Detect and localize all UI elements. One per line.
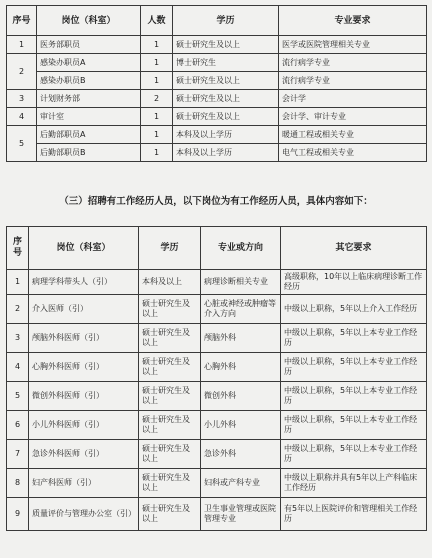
cell-count: 1 <box>141 126 173 144</box>
cell-post: 微创外科医师（引） <box>29 382 139 411</box>
cell-post: 感染办职员B <box>37 72 141 90</box>
cell-education: 硕士研究生及以上 <box>173 72 279 90</box>
table-row <box>7 36 427 54</box>
cell-other: 中级以上职称，5年以上本专业工作经历 <box>281 324 427 353</box>
cell-count: 2 <box>141 90 173 108</box>
cell-no: 5 <box>7 382 29 411</box>
table-row <box>7 353 427 382</box>
cell-post: 医务部职员 <box>37 36 141 54</box>
table-row <box>7 498 427 531</box>
table-row <box>7 72 427 90</box>
cell-education: 硕士研究生及以上 <box>139 498 201 531</box>
cell-major: 颅脑外科 <box>201 324 281 353</box>
header-no: 序号 <box>7 6 37 36</box>
cell-major: 小儿外科 <box>201 411 281 440</box>
cell-post: 质量评价与管理办公室（引） <box>29 498 139 531</box>
cell-post: 病理学科带头人（引） <box>29 270 139 295</box>
cell-major: 心脏或神经或肿瘤等介入方向 <box>201 295 281 324</box>
table-row <box>7 469 427 498</box>
cell-other: 高级职称，10年以上临床病理诊断工作经历 <box>281 270 427 295</box>
section-heading: （三）招聘有工作经历人员，以下岗位为有工作经历人员，具体内容如下： <box>59 196 373 207</box>
cell-count: 1 <box>141 36 173 54</box>
header-no: 序号 <box>7 227 29 270</box>
table-row <box>7 108 427 126</box>
cell-major: 病理诊断相关专业 <box>201 270 281 295</box>
header-major: 专业或方向 <box>201 227 281 270</box>
cell-no: 1 <box>7 270 29 295</box>
cell-major: 微创外科 <box>201 382 281 411</box>
cell-post: 心胸外科医师（引） <box>29 353 139 382</box>
cell-count: 1 <box>141 108 173 126</box>
header-post: 岗位（科室） <box>37 6 141 36</box>
cell-major: 电气工程或相关专业 <box>279 144 427 162</box>
cell-education: 本科及以上 <box>139 270 201 295</box>
cell-count: 1 <box>141 144 173 162</box>
cell-education: 本科及以上学历 <box>173 144 279 162</box>
table-row <box>7 382 427 411</box>
cell-post: 后勤部职员B <box>37 144 141 162</box>
cell-no: 7 <box>7 440 29 469</box>
cell-other: 中级以上职称，5年以上介入工作经历 <box>281 295 427 324</box>
positions-table <box>6 5 427 162</box>
cell-post: 急诊外科医师（引） <box>29 440 139 469</box>
table-header-row <box>7 6 427 36</box>
cell-no: 8 <box>7 469 29 498</box>
cell-no: 4 <box>7 108 37 126</box>
table-row <box>7 90 427 108</box>
cell-major: 心胸外科 <box>201 353 281 382</box>
cell-post: 审计室 <box>37 108 141 126</box>
table-row <box>7 54 427 72</box>
cell-major: 暖通工程或相关专业 <box>279 126 427 144</box>
cell-no: 3 <box>7 324 29 353</box>
table-row <box>7 295 427 324</box>
cell-no: 4 <box>7 353 29 382</box>
cell-education: 硕士研究生及以上 <box>173 36 279 54</box>
cell-post: 计划财务部 <box>37 90 141 108</box>
table-row <box>7 144 427 162</box>
cell-other: 中级以上职称，5年以上本专业工作经历 <box>281 411 427 440</box>
cell-major: 会计学 <box>279 90 427 108</box>
cell-no: 9 <box>7 498 29 531</box>
cell-other: 有5年以上医院评价和管理相关工作经历 <box>281 498 427 531</box>
header-count: 人数 <box>141 6 173 36</box>
table-row <box>7 411 427 440</box>
header-other: 其它要求 <box>281 227 427 270</box>
table-row <box>7 324 427 353</box>
header-education: 学历 <box>173 6 279 36</box>
cell-post: 介入医师（引） <box>29 295 139 324</box>
cell-major: 医学或医院管理相关专业 <box>279 36 427 54</box>
header-major: 专业要求 <box>279 6 427 36</box>
cell-education: 硕士研究生及以上 <box>139 440 201 469</box>
cell-major: 流行病学专业 <box>279 72 427 90</box>
cell-post: 后勤部职员A <box>37 126 141 144</box>
cell-no: 2 <box>7 54 37 90</box>
cell-major: 妇科或产科专业 <box>201 469 281 498</box>
cell-no: 2 <box>7 295 29 324</box>
cell-education: 硕士研究生及以上 <box>139 411 201 440</box>
cell-education: 硕士研究生及以上 <box>139 469 201 498</box>
cell-major: 急诊外科 <box>201 440 281 469</box>
cell-post: 小儿外科医师（引） <box>29 411 139 440</box>
cell-major: 会计学、审计专业 <box>279 108 427 126</box>
cell-count: 1 <box>141 72 173 90</box>
cell-education: 硕士研究生及以上 <box>139 382 201 411</box>
cell-education: 硕士研究生及以上 <box>139 295 201 324</box>
header-post: 岗位（科室） <box>29 227 139 270</box>
cell-education: 硕士研究生及以上 <box>173 108 279 126</box>
cell-education: 本科及以上学历 <box>173 126 279 144</box>
cell-education: 硕士研究生及以上 <box>139 353 201 382</box>
cell-no: 1 <box>7 36 37 54</box>
cell-other: 中级以上职称，5年以上本专业工作经历 <box>281 440 427 469</box>
cell-no: 6 <box>7 411 29 440</box>
cell-education: 博士研究生 <box>173 54 279 72</box>
table-header-row <box>7 227 427 270</box>
cell-other: 中级以上职称，5年以上本专业工作经历 <box>281 353 427 382</box>
experienced-positions-table <box>6 226 427 531</box>
cell-no: 3 <box>7 90 37 108</box>
cell-count: 1 <box>141 54 173 72</box>
table-row <box>7 440 427 469</box>
cell-major: 流行病学专业 <box>279 54 427 72</box>
cell-other: 中级以上职称，5年以上本专业工作经历 <box>281 382 427 411</box>
cell-education: 硕士研究生及以上 <box>173 90 279 108</box>
cell-major: 卫生事业管理或医院管理专业 <box>201 498 281 531</box>
header-education: 学历 <box>139 227 201 270</box>
cell-no: 5 <box>7 126 37 162</box>
cell-post: 颅脑外科医师（引） <box>29 324 139 353</box>
cell-post: 感染办职员A <box>37 54 141 72</box>
cell-post: 妇产科医师（引） <box>29 469 139 498</box>
cell-education: 硕士研究生及以上 <box>139 324 201 353</box>
cell-other: 中级以上职称并具有5年以上产科临床工作经历 <box>281 469 427 498</box>
table-row <box>7 270 427 295</box>
table-row <box>7 126 427 144</box>
